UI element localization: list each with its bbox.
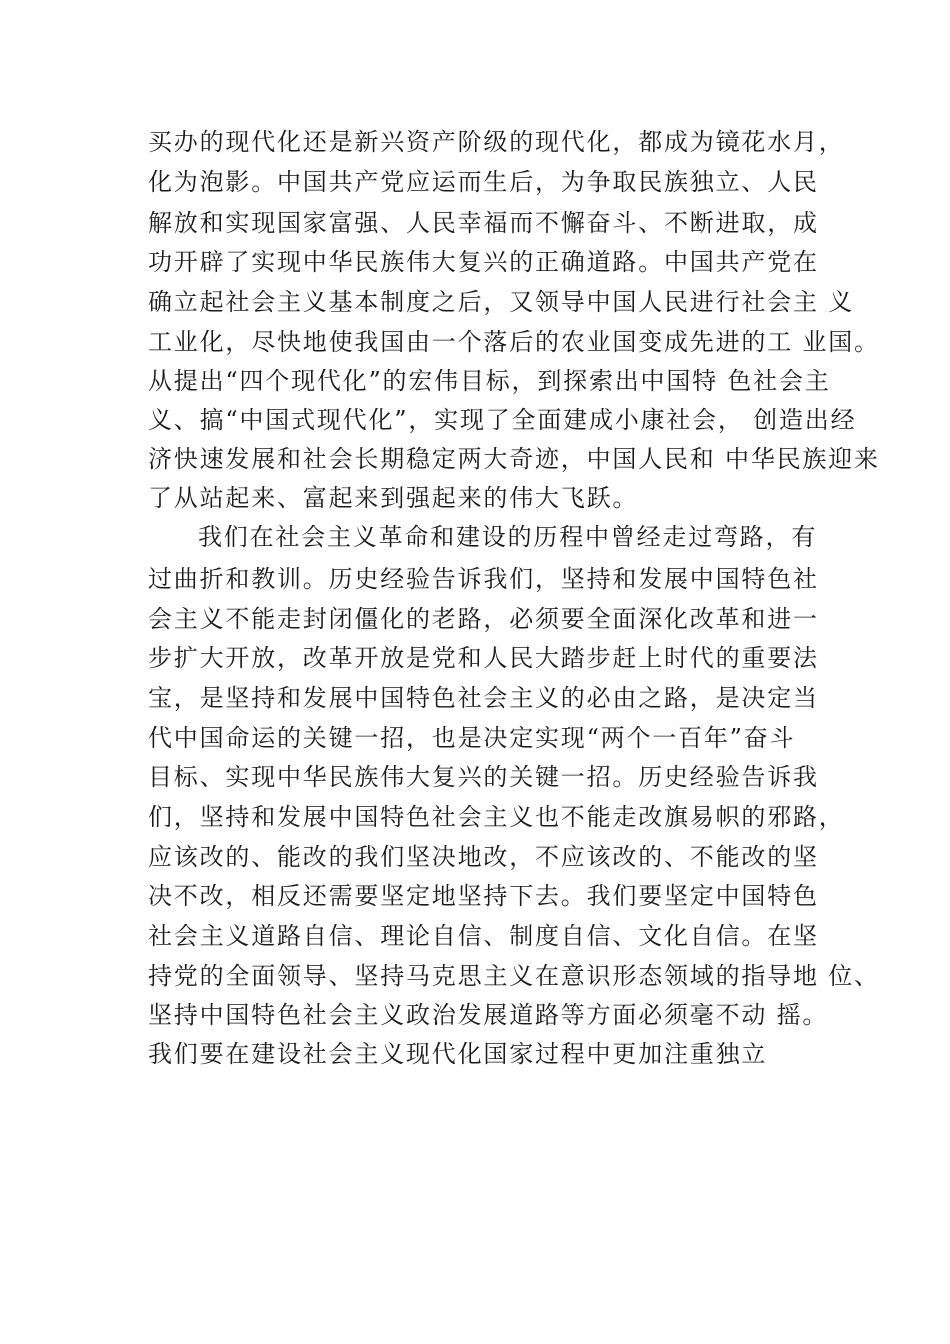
text-line: 我们在社会主义革命和建设的历程中曾经走过弯路，有 — [198, 523, 818, 551]
text-line: 会主义不能走封闭僵化的老路，必须要全面深化改革和进一 — [148, 605, 819, 633]
text-line: 买办的现代化还是新兴资产阶级的现代化，都成为镜花水月， — [148, 128, 845, 156]
text-line: 应该改的、能改的我们坚决地改，不应该改的、不能改的坚 — [148, 843, 819, 871]
text-line: 义、搞“中国式现代化”，实现了全面建成小康社会， 创造出经 — [148, 406, 857, 434]
text-line: 济快速发展和社会长期稳定两大奇迹，中国人民和 中华民族迎来 — [148, 445, 880, 473]
text-line: 宝，是坚持和发展中国特色社会主义的必由之路，是决定当 — [148, 684, 819, 712]
text-line: 步扩大开放，改革开放是党和人民大踏步赶上时代的重要法 — [148, 644, 819, 672]
text-line: 化为泡影。中国共产党应运而生后，为争取民族独立、人民 — [148, 168, 819, 196]
text-line: 过曲折和教训。历史经验告诉我们，坚持和发展中国特色社 — [148, 565, 819, 593]
text-line: 从提出“四个现代化”的宏伟目标，到探索出中国特 色社会主 — [148, 367, 831, 395]
text-line: 功开辟了实现中华民族伟大复兴的正确道路。中国共产党在 — [148, 248, 819, 276]
text-line: 解放和实现国家富强、人民幸福而不懈奋斗、不断进取，成 — [148, 209, 819, 237]
text-line: 社会主义道路自信、理论自信、制度自信、文化自信。在坚 — [148, 922, 819, 950]
text-line: 代中国命运的关键一招，也是决定实现“两个一百年”奋斗 — [148, 724, 796, 752]
text-line: 我们要在建设社会主义现代化国家过程中更加注重独立 — [148, 1040, 768, 1068]
text-line: 坚持中国特色社会主义政治发展道路等方面必须毫不动 摇。 — [148, 1001, 829, 1029]
text-line: 决不改，相反还需要坚定地坚持下去。我们要坚定中国特色 — [148, 882, 819, 910]
text-line: 确立起社会主义基本制度之后，又领导中国人民进行社会主 义 — [148, 288, 855, 316]
text-line: 持党的全面领导、坚持马克思主义在意识形态领域的指导地 位、 — [148, 962, 880, 990]
text-line: 了从站起来、富起来到强起来的伟大飞跃。 — [148, 484, 639, 512]
text-line: 工业化，尽快地使我国由一个落后的农业国变成先进的工 业国。 — [148, 328, 880, 356]
text-line: 目标、实现中华民族伟大复兴的关键一招。历史经验告诉我 — [148, 763, 819, 791]
text-line: 们，坚持和发展中国特色社会主义也不能走改旗易帜的邪路， — [148, 803, 845, 831]
